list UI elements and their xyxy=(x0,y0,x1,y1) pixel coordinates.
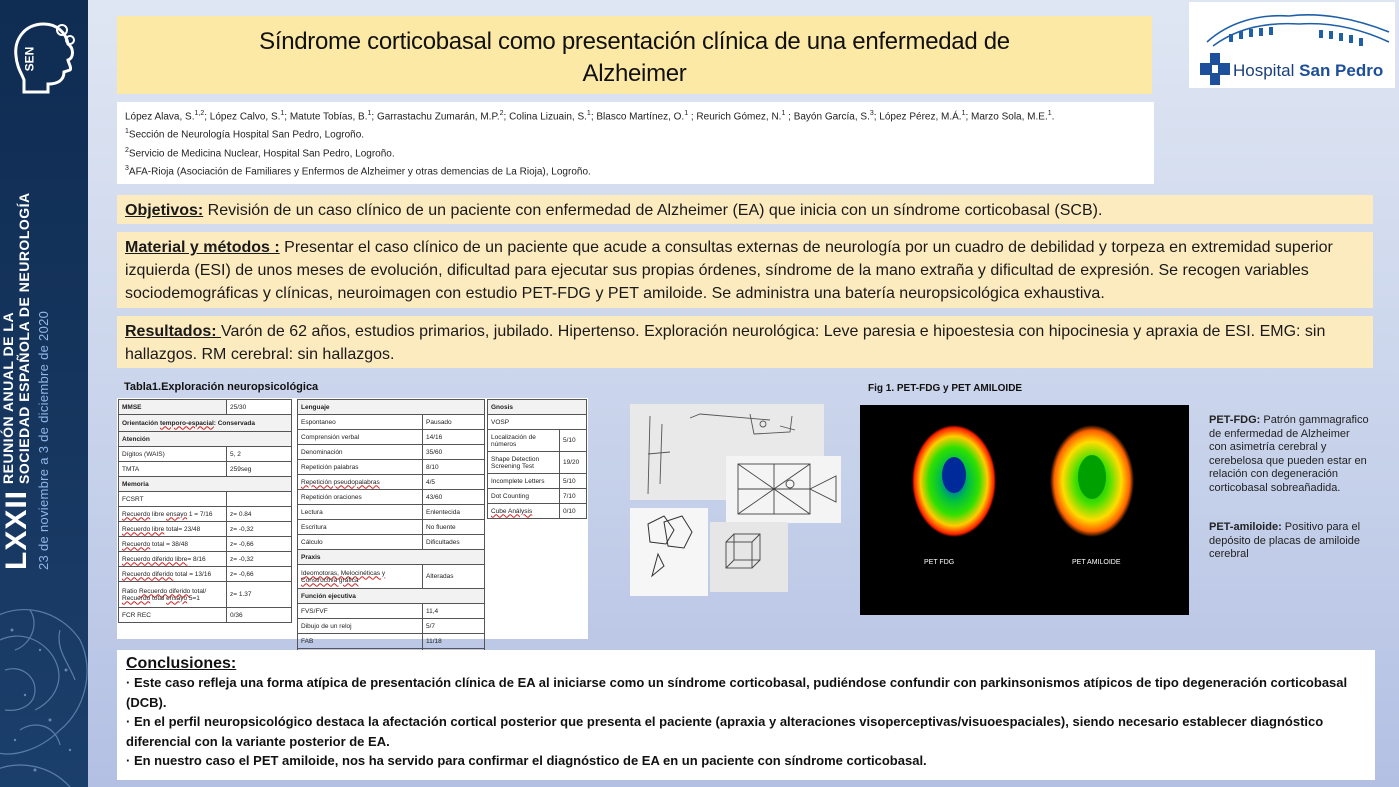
table-gnosis: Gnosis VOSP Localización de números 5/10 Shape Detection Screening Test 19/20 Incomplete Letters 5/10 Dot Counting 7/10 Cube Análysis 0/10 xyxy=(487,399,587,519)
event-line1: REUNIÓN ANUAL DE LA xyxy=(0,311,16,484)
conclusiones-label: Conclusiones: xyxy=(126,655,237,672)
resultados-section xyxy=(117,316,1373,368)
resultados-text: Varón de 62 años, estudios primarios, jubilado. Hipertenso. Exploración neurológica: Leve paresia e hipoestesia con hipocinesia y apraxia de ESI. EMG: sin hallazgos. RM cerebral: sin hallazgos. xyxy=(125,323,1326,363)
material-text: Presentar el caso clínico de un paciente que acude a consultas externas de neurología por un cuadro de debilidad y torpeza en extremidad superior izquierda (ESI) de unos meses de evolución, dificultad para ejecutar sus propias órdenes, síndrome de la mano extraña y dificultad de expresión. Se recogen variables sociodemográficas y clínicas, neuroimagen con estudio PET-FDG y PET amiloide. Se administra una batería neuropsicológica exhaustiva. xyxy=(125,239,1333,302)
event-dates: 23 de noviembre a 3 de diciembre de 2020 xyxy=(36,310,51,570)
pet-notes xyxy=(1209,414,1369,562)
conclusion-1: · Este caso refleja una forma atípica de presentación clínica de EA al iniciarse como un síndrome corticobasal, pudiéndose confundir con parkinsonismos atípicos de tipo degeneración corticobasal (DCB). xyxy=(126,675,1348,710)
pet-fdg-note: PET-FDG: Patrón gammagrafico de enfermedad de Alzheimer con asimetría cerebral y cerebelosa que pueden estar en relación con degeneración corticobasal sobreañadida. xyxy=(1209,414,1369,494)
table-title: Tabla1.Exploración neuropsicológica xyxy=(124,381,319,393)
brain-decoration-icon xyxy=(0,600,88,787)
sidebar xyxy=(0,0,88,787)
hospital-name-main: San Pedro xyxy=(1299,61,1384,80)
material-label: Material y métodos : xyxy=(125,239,280,256)
conclusion-2: · En el perfil neuropsicológico destaca la afectación cortical posterior que presenta el paciente (apraxia y alteraciones visoperceptivas/visuoespaciales), siendo necesario establecer diagnóstico diferencial con la variante posterior de EA. xyxy=(126,714,1324,749)
title-line1: Síndrome corticobasal como presentación clínica de una enfermedad de xyxy=(259,28,1010,55)
affiliation-2: $^2$Servicio de Medicina Nuclear, Hospital San Pedro, Logroño. xyxy=(125,146,395,159)
event-line2: SOCIEDAD ESPAÑOLA DE NEUROLOGÍA xyxy=(16,192,32,484)
objetivos-label: Objetivos: xyxy=(125,202,204,219)
pet-scan-image xyxy=(860,405,1189,615)
sen-logo-text-wrap xyxy=(22,42,45,78)
neuropsych-tables xyxy=(117,398,588,645)
sen-logo-text: SEN xyxy=(22,46,37,72)
conclusiones-section xyxy=(117,650,1375,780)
pet-fdg-label: PET FDG xyxy=(924,559,955,566)
figure-title: Fig 1. PET-FDG y PET AMILOIDE xyxy=(868,383,1023,394)
objetivos-section xyxy=(117,195,1373,224)
resultados-label: Resultados: xyxy=(125,323,222,340)
affiliation-1: $^1$Sección de Neurología Hospital San Pedro, Logroño. xyxy=(125,128,365,141)
affiliation-3: $^3$AFA-Rioja (Asociación de Familiares y Enfermos de Alzheimer y otras demencias de La Rioja), Logroño. xyxy=(125,164,591,178)
hospital-cross-icon xyxy=(1200,53,1230,85)
authors-block xyxy=(117,102,1154,184)
conclusion-3: · En nuestro caso el PET amiloide, nos ha servido para confirmar el diagnóstico de EA en un paciente con síndrome corticobasal. xyxy=(126,753,927,768)
patient-drawings-image xyxy=(630,404,845,599)
title-line2: Alzheimer xyxy=(582,60,687,87)
pet-amiloide-label: PET AMILOIDE xyxy=(1072,559,1121,566)
table-memoria: MMSE 25/30 Orientación temporo-espacial: Conservada Atención Dígitos (WAIS) 5, 2 TMTA 259seg Memoria FCSRT Recuerdo libre ensayo 1 = 7/16 z= 0.84 Recuerdo libre total= 23/48 z= -0,32 Recuerdo total = 38/48 z= -0,66 Recuerdo diferido libre= 8/16 z= -0,32 Recuerdo diferido total = 13/16 z= -0,66 Ratio Recuerdo diferido total/ Recuerdo total ensayo 5=1 z= 1.37 FCR REC 0/36 xyxy=(118,399,292,623)
event-number: LXXII xyxy=(0,489,33,570)
poster-title xyxy=(117,16,1152,94)
material-section xyxy=(117,232,1373,308)
objetivos-text: Revisión de un caso clínico de un paciente con enfermedad de Alzheimer (EA) que inicia con un síndrome corticobasal (SCB). xyxy=(203,202,1103,219)
author-list: López Alava, S.$^{1,2}$; López Calvo, S.$^1$; Matute Tobías, B.$^1$; Garrastachu Zumarán, M.P.$^2$; Colina Lizuain, S.$^1$; Blasco Martínez, O.$^1$ ; Reurich Gómez, N.$^1$ ; Bayón García, S.$^3$; López Pérez, M.Á.$^1$; Marzo Sola, M.E.$^1$. xyxy=(125,110,1055,123)
table-lenguaje: Lenguaje Espontaneo Pausado Comprensión verbal 14/16 Denominación 35/60 Repetición palabras 8/10 Repetición pseudopalabras 4/5 Repetición oraciones 43/60 Lectura Enlentecida Escritura No fluente Cálculo Dificultades Praxis Ideomotoras, Melocinéticas y Constructiva gráfica Alteradas Función ejecutiva FVS/FVF 11,4 Dibujo de un reloj 5/7 FAB 11/18 xyxy=(297,399,485,664)
pet-brains-icon xyxy=(860,405,1189,615)
hospital-logo xyxy=(1189,2,1395,88)
hospital-name xyxy=(1233,61,1383,81)
hospital-name-prefix: Hospital xyxy=(1233,61,1295,80)
pet-amiloide-note: PET-amiloide: Positivo para el depósito de placas de amiloide cerebral xyxy=(1209,521,1361,560)
